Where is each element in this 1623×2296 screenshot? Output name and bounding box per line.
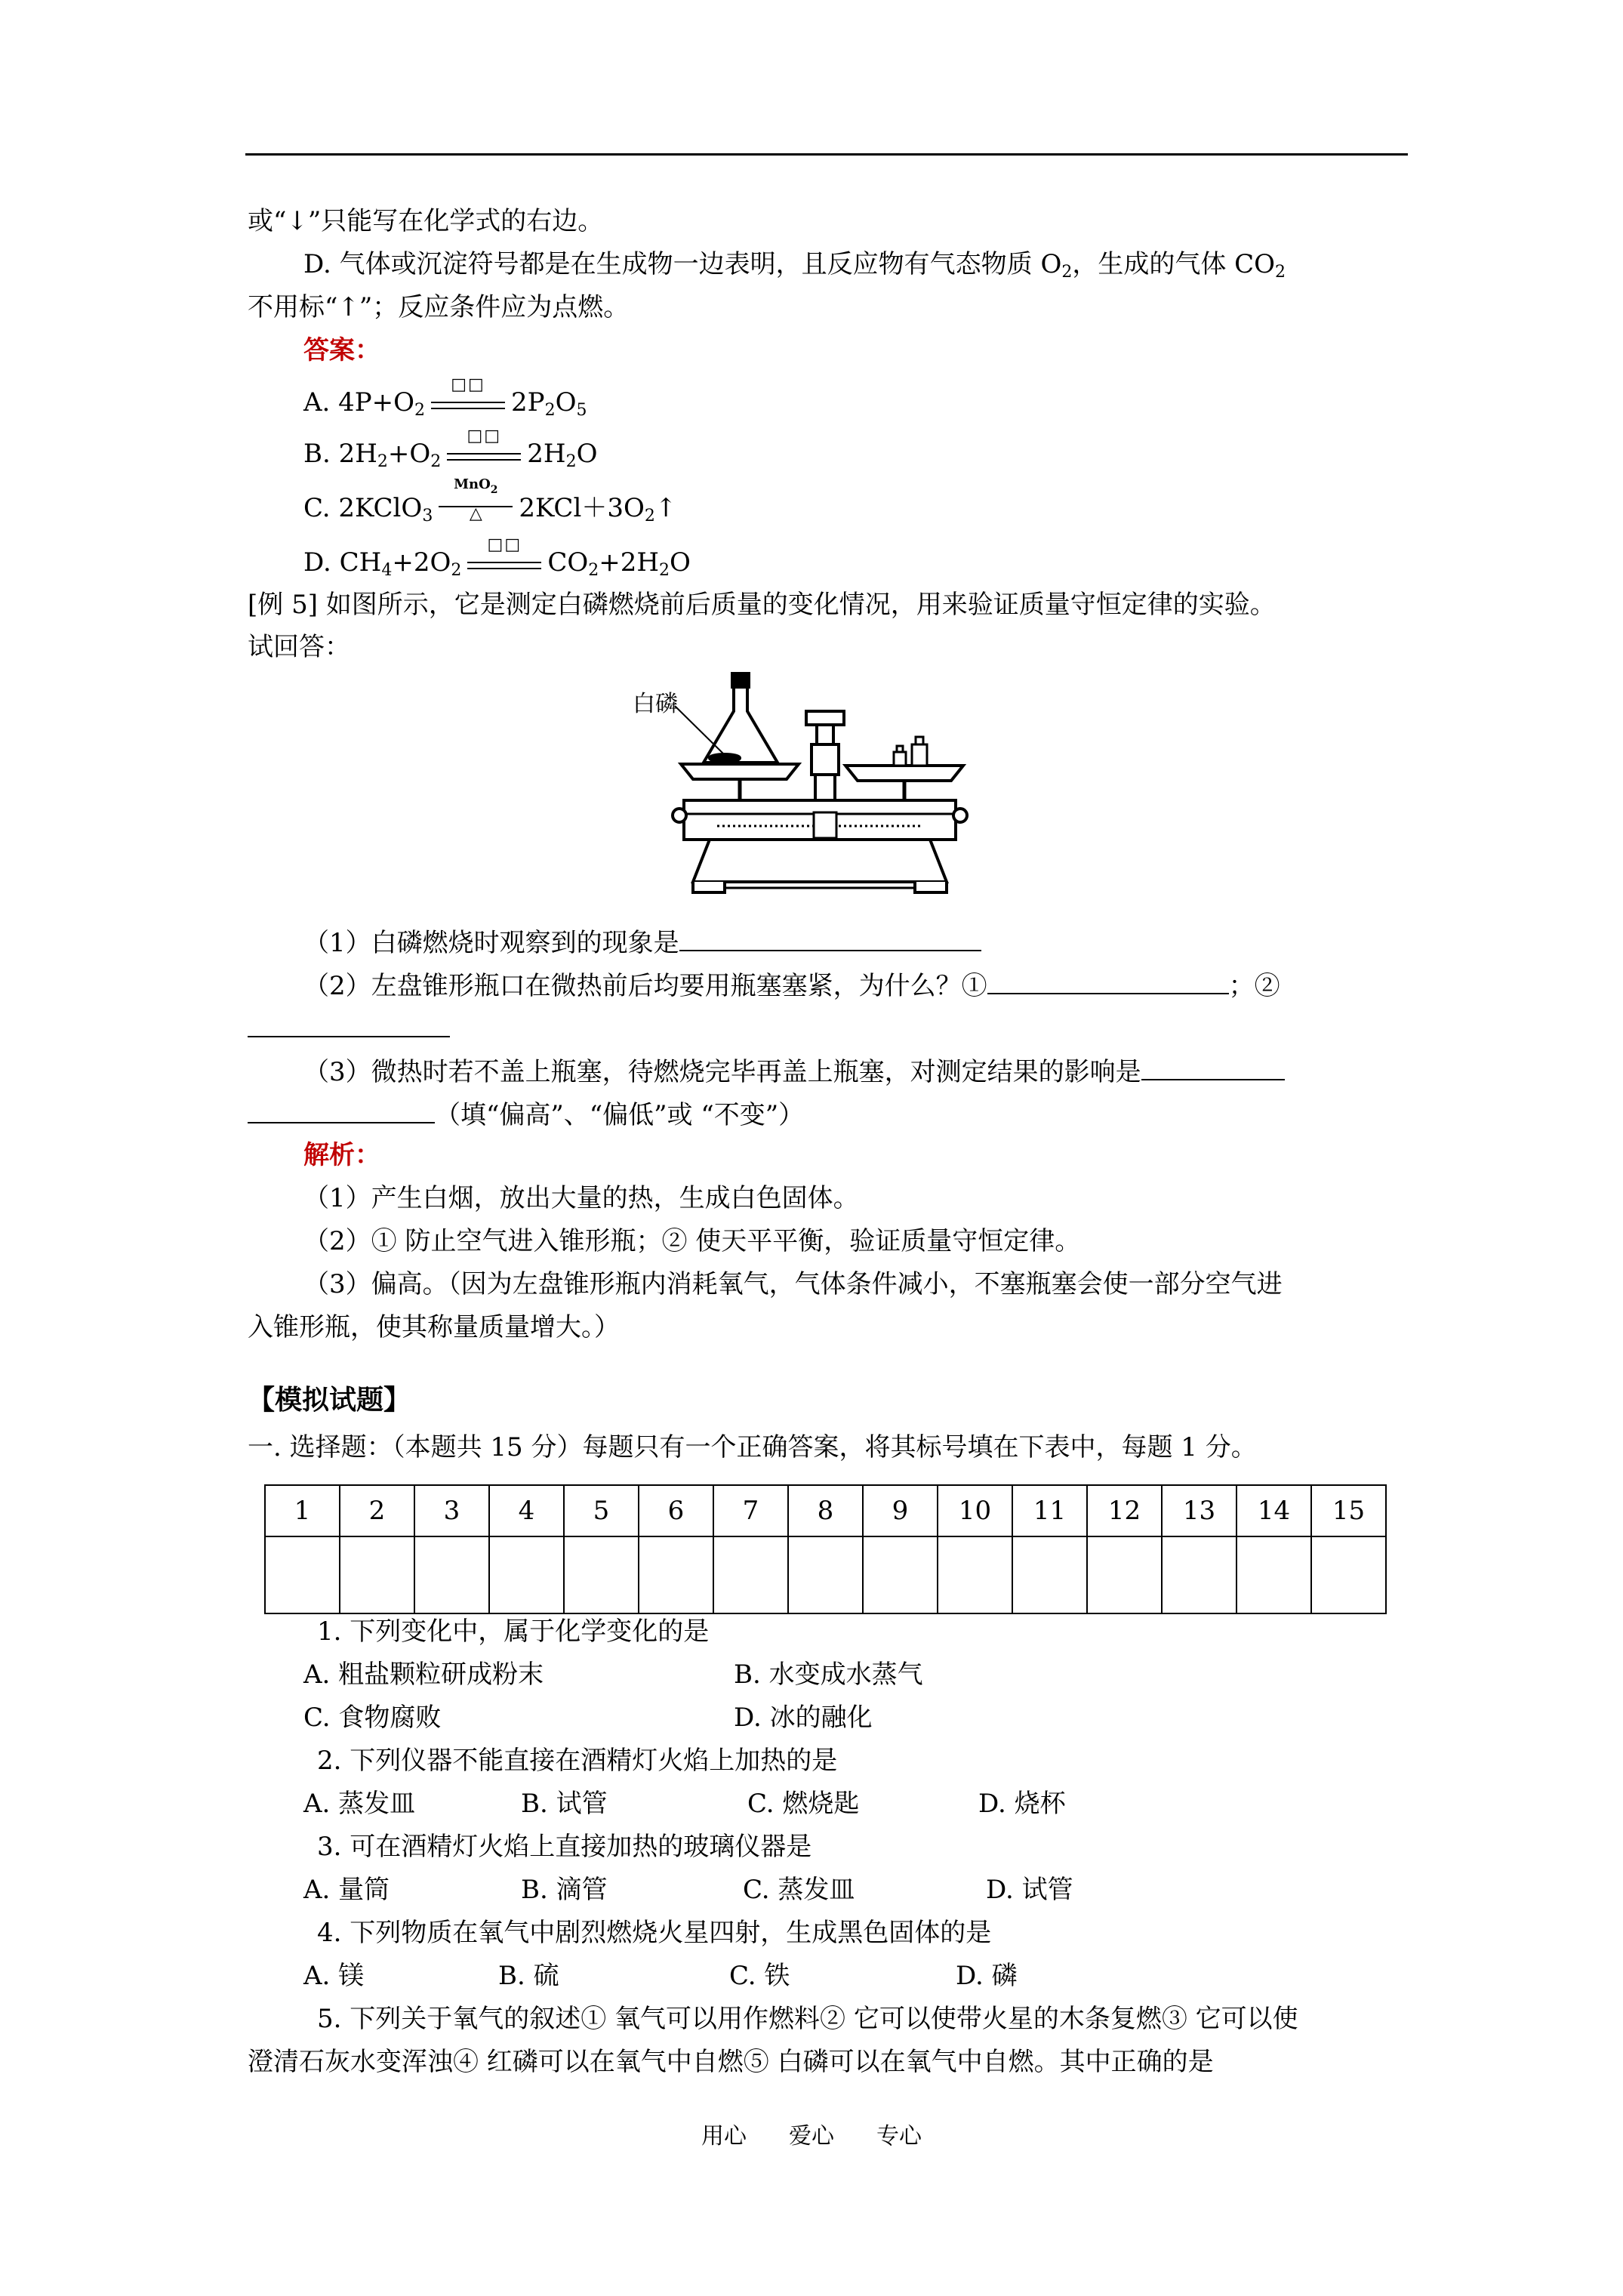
mc-option — [498, 1959, 559, 1993]
eq-text: +2H — [599, 547, 659, 578]
option-text: B. 试管 — [521, 1789, 608, 1819]
subscript: 3 — [422, 507, 433, 525]
paragraph-text: 或“↓”只能写在化学式的右边。 — [248, 206, 604, 236]
section-title — [248, 1383, 411, 1418]
answer-cell[interactable] — [265, 1536, 340, 1613]
option-text: A. 粗盐颗粒研成粉末 — [303, 1660, 544, 1690]
option-text: A. 量筒 — [303, 1875, 390, 1905]
balance-base — [693, 840, 947, 882]
answer-heading — [303, 333, 380, 368]
analysis-text: （3）偏高。（因为左盘锥形瓶内消耗氧气，气体条件减小，不塞瓶塞会使一部分空气进 — [303, 1269, 1283, 1299]
text-line: D. 气体或沉淀符号都是在生成物一边表明，且反应物有气态物质 $O_2$，生成的气体 $CO_2$ — [303, 249, 1286, 282]
page-footer — [0, 2117, 1623, 2150]
eq-text: +O — [387, 439, 431, 469]
option-text: B. 水变成水蒸气 — [734, 1660, 923, 1690]
question-text: 5. 下列关于氧气的叙述① 氧气可以用作燃料② 它可以使带火星的木条复燃③ 它可以使 — [317, 2004, 1298, 2034]
text-line — [248, 204, 603, 239]
text-line — [248, 630, 350, 664]
answer-cell[interactable] — [1087, 1536, 1162, 1613]
answer-cell[interactable] — [1311, 1536, 1386, 1613]
mc-option — [956, 1959, 1018, 1993]
footer-text: 专心 — [876, 2123, 922, 2150]
example-text: 试回答： — [248, 632, 350, 662]
mc-option — [303, 1657, 544, 1692]
eq-text: C. 2KClO — [303, 493, 423, 523]
subscript: 5 — [576, 401, 587, 420]
analysis-text: （2）① 防止空气进入锥形瓶；② 使天平平衡，验证质量守恒定律。 — [303, 1226, 1081, 1256]
mc-option — [303, 1872, 390, 1907]
eq-text: 2P — [511, 387, 545, 418]
mc-option — [303, 1786, 415, 1821]
subscript: 2 — [451, 561, 462, 580]
mc-option — [743, 1872, 855, 1907]
mc-option — [303, 1959, 364, 1993]
question-text: （1）白磷燃烧时观察到的现象是 — [303, 928, 679, 958]
catalyst-text: MnO$_2$ — [454, 476, 498, 496]
table-answer-row — [265, 1536, 1386, 1613]
table-header-cell: 4 — [489, 1485, 564, 1536]
table-header-cell: 14 — [1236, 1485, 1311, 1536]
mc-option — [729, 1959, 790, 1993]
mc-option — [521, 1872, 608, 1907]
mc-option — [303, 1700, 441, 1735]
answer-blank[interactable] — [987, 966, 1229, 994]
weights-icon — [894, 737, 927, 766]
paragraph-text: D. 气体或沉淀符号都是在生成物一边表明，且反应物有气态物质 O — [303, 249, 1062, 279]
answer-cell[interactable] — [639, 1536, 713, 1613]
subscript: 2 — [588, 561, 599, 580]
text-line — [303, 1181, 859, 1216]
condition-text: □□ — [487, 535, 522, 554]
balance-figure — [619, 664, 1012, 906]
table-header-cell: 8 — [788, 1485, 863, 1536]
mc-option — [986, 1872, 1073, 1907]
mc-option — [734, 1657, 923, 1692]
table-header-cell: 3 — [414, 1485, 489, 1536]
option-text: C. 食物腐败 — [303, 1703, 442, 1733]
eq-text: B. 2H — [303, 439, 377, 469]
question-2 — [303, 966, 1280, 1003]
mc-question-2 — [317, 1743, 837, 1778]
table-header-cell: 6 — [639, 1485, 713, 1536]
equation-d — [303, 535, 691, 580]
answer-cell[interactable] — [414, 1536, 489, 1613]
subscript: 2 — [659, 561, 670, 580]
table-header-cell: 5 — [564, 1485, 639, 1536]
option-text: C. 蒸发皿 — [743, 1875, 855, 1905]
answer-cell[interactable] — [564, 1536, 639, 1613]
answer-blank[interactable] — [248, 1009, 450, 1037]
table-header-cell: 1 — [265, 1485, 340, 1536]
answer-cell[interactable] — [489, 1536, 564, 1613]
eq-text: CO — [547, 547, 589, 578]
answer-cell[interactable] — [1012, 1536, 1087, 1613]
text-line — [303, 1267, 1283, 1302]
text-line — [248, 1310, 620, 1345]
flask-icon — [704, 673, 778, 763]
question-text: （3）微热时若不盖上瓶塞，待燃烧完毕再盖上瓶塞，对测定结果的影响是 — [303, 1057, 1141, 1087]
table-header-cell: 7 — [713, 1485, 788, 1536]
equals-sign — [442, 427, 525, 471]
question-text: （2）左盘锥形瓶口在微热前后均要用瓶塞塞紧，为什么？① — [303, 971, 987, 1001]
mc-option — [747, 1786, 859, 1821]
answer-cell[interactable] — [1236, 1536, 1311, 1613]
answer-cell[interactable] — [713, 1536, 788, 1613]
mc-option — [734, 1700, 873, 1735]
answer-cell[interactable] — [938, 1536, 1012, 1613]
mc-option — [978, 1786, 1066, 1821]
option-text: D. 磷 — [956, 1961, 1018, 1991]
option-text: D. 烧杯 — [978, 1789, 1066, 1819]
subscript: 2 — [430, 452, 442, 471]
analysis-text: 入锥形瓶，使其称量质量增大。） — [248, 1312, 620, 1342]
equals-sign — [463, 535, 546, 580]
answer-blank[interactable] — [1141, 1052, 1285, 1080]
eq-text: A. 4P+O — [303, 387, 415, 418]
paragraph-text: 不用标“↑”；反应条件应为点燃。 — [248, 292, 630, 322]
option-text: B. 硫 — [498, 1961, 559, 1991]
condition-text: □□ — [467, 427, 502, 445]
eq-text: +2O — [392, 547, 451, 578]
question-text: 4. 下列物质在氧气中剧烈燃烧火星四射，生成黑色固体的是 — [317, 1918, 992, 1948]
question-text: ；② — [1228, 971, 1280, 1001]
subscript: 2 — [565, 452, 577, 471]
question-1 — [303, 923, 981, 960]
question-3-cont — [248, 1095, 804, 1133]
answer-table — [264, 1484, 1387, 1614]
text-line — [248, 290, 629, 325]
center-pillar — [806, 711, 844, 812]
option-text: B. 滴管 — [521, 1875, 608, 1905]
mc-question-4 — [317, 1915, 991, 1950]
subscript: 2 — [377, 452, 388, 471]
paragraph-text: ，生成的气体 CO — [1072, 249, 1276, 279]
mc-question-3 — [317, 1829, 812, 1864]
mc-question-5 — [317, 2002, 1298, 2036]
table-header-cell: 10 — [938, 1485, 1012, 1536]
subscript: 2 — [414, 401, 426, 420]
answer-blank[interactable] — [248, 1095, 435, 1123]
question-text: 3. 可在酒精灯火焰上直接加热的玻璃仪器是 — [317, 1832, 812, 1862]
table-header-cell: 15 — [1311, 1485, 1386, 1536]
footer-text: 用心 — [701, 2123, 747, 2150]
option-text: A. 蒸发皿 — [303, 1789, 416, 1819]
section-intro-text: 一. 选择题：（本题共 15 分）每题只有一个正确答案，将其标号填在下表中，每题 1 分。 — [248, 1432, 1257, 1462]
question-3 — [303, 1052, 1285, 1089]
section-intro — [248, 1430, 1257, 1465]
analysis-heading — [303, 1138, 380, 1173]
equation-c — [303, 476, 677, 525]
table-header-cell: 13 — [1162, 1485, 1236, 1536]
eq-text: 2H — [527, 439, 566, 469]
right-pan — [845, 766, 963, 781]
subscript: 2 — [544, 401, 556, 420]
mc-option — [521, 1786, 608, 1821]
option-text: A. 镁 — [303, 1961, 365, 1991]
eq-text: 2KCl＋3O — [519, 493, 645, 523]
mc-question-5-cont — [248, 2045, 1214, 2079]
equation-a — [303, 375, 587, 420]
subscript: 2 — [644, 507, 655, 525]
reaction-arrow — [434, 476, 517, 525]
equals-sign — [427, 375, 510, 420]
answer-cell[interactable] — [863, 1536, 938, 1613]
answer-cell[interactable] — [788, 1536, 863, 1613]
question-text: 澄清石灰水变浑浊④ 红磷可以在氧气中自燃⑤ 白磷可以在氧气中自燃。其中正确的是 — [248, 2047, 1214, 2077]
answer-label: 答案： — [303, 335, 380, 365]
gas-arrow: ↑ — [654, 493, 677, 523]
text-line — [303, 1224, 1080, 1259]
option-text: C. 燃烧匙 — [747, 1789, 860, 1819]
text-line — [248, 587, 1276, 622]
footer-text: 爱心 — [789, 2123, 834, 2150]
option-text: D. 冰的融化 — [734, 1703, 873, 1733]
eq-text: O — [555, 387, 577, 418]
option-text: D. 试管 — [986, 1875, 1073, 1905]
question-text: （填“偏高”、“偏低”或 “不变”） — [435, 1100, 805, 1130]
option-text: C. 铁 — [729, 1961, 790, 1991]
left-pan — [681, 764, 799, 779]
heat-symbol: △ — [469, 504, 482, 523]
answer-cell[interactable] — [340, 1536, 414, 1613]
answer-blank[interactable] — [679, 923, 981, 951]
table-header-row — [265, 1485, 1386, 1536]
question-text: 1. 下列变化中，属于化学变化的是 — [317, 1616, 710, 1647]
table-header-cell: 11 — [1012, 1485, 1087, 1536]
eq-text: O — [576, 439, 598, 469]
table-header-cell: 2 — [340, 1485, 414, 1536]
table-header-cell: 9 — [863, 1485, 938, 1536]
question-text: 2. 下列仪器不能直接在酒精灯火焰上加热的是 — [317, 1746, 838, 1776]
table-header-cell: 12 — [1087, 1485, 1162, 1536]
figure-label: 白磷 — [633, 691, 678, 717]
analysis-text: （1）产生白烟，放出大量的热，生成白色固体。 — [303, 1183, 859, 1213]
question-2-cont — [248, 1009, 450, 1046]
section-title-text: 【模拟试题】 — [248, 1385, 411, 1416]
analysis-label: 解析： — [303, 1140, 380, 1170]
subscript: 4 — [381, 561, 393, 580]
equation-b — [303, 427, 598, 471]
eq-text: O — [670, 547, 691, 578]
answer-cell[interactable] — [1162, 1536, 1236, 1613]
mc-question-1 — [317, 1614, 709, 1649]
eq-text: D. CH — [303, 547, 382, 578]
condition-text: □□ — [451, 375, 485, 394]
header-rule — [245, 153, 1408, 156]
example-text: [例 5] 如图所示，它是测定白磷燃烧前后质量的变化情况，用来验证质量守恒定律的实验。 — [248, 590, 1276, 620]
